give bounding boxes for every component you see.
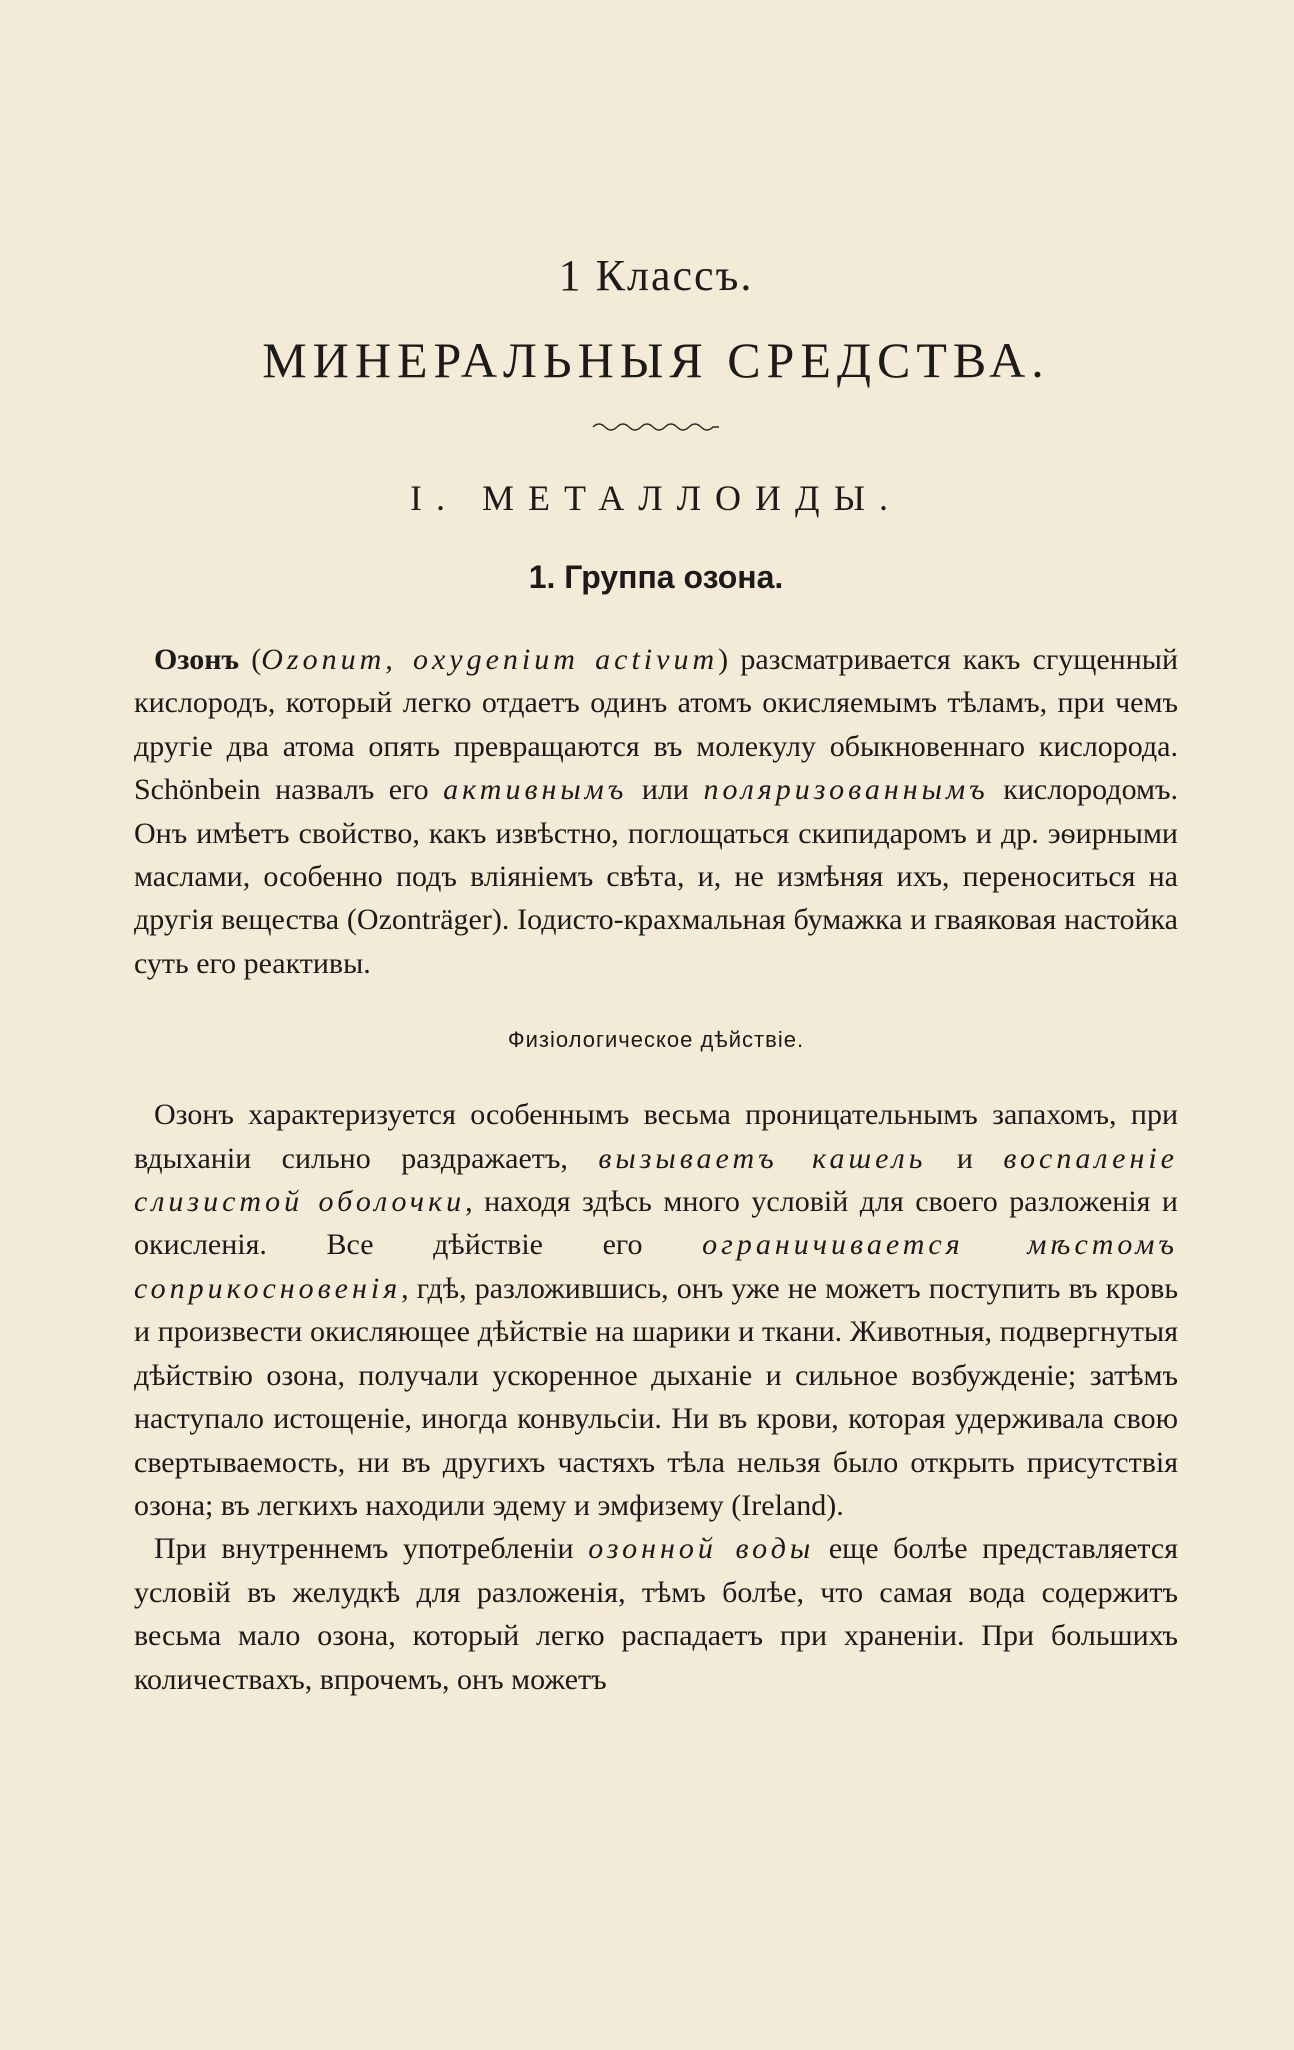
latin-name: Ozonum, oxygenium activum xyxy=(261,643,719,676)
paragraph-ozone-definition: Озонъ (Ozonum, oxygenium activum) разсматривается какъ сгущенный кислородъ, который легко отдаетъ одинъ атомъ окисляемымъ тѣламъ, при чемъ другіе два атома опять превращаются въ молекулу обыкновеннаго кислорода. Schönbein назвалъ его активнымъ или поляризованнымъ кислородомъ. Онъ имѣетъ свойство, какъ извѣстно, поглощаться скипидаромъ и др. эѳирными маслами, особенно подъ вліяніемъ свѣта, и, не измѣняя ихъ, переноситься на другія вещества (Ozonträger). Іодисто-крахмальная бумажка и гваяковая настойка суть его реактивы. xyxy=(134,643,1179,980)
section-title: I. МЕТАЛЛОИДЫ. xyxy=(410,478,902,518)
subhead-physiological-action: Физіологическое дѣйствіе. xyxy=(507,1027,805,1053)
paragraph-internal-use: При внутреннемъ употребленіи озонной воды еще болѣе представляется условій въ желудкѣ для разложенія, тѣмъ болѣе, что самая вода содержитъ весьма мало озона, который легко распадаетъ при храненіи. При большихъ количествахъ, впрочемъ, онъ можетъ xyxy=(134,1532,1178,1696)
paragraph-physiological-action: Озонъ характеризуется особеннымъ весьма проницательнымъ запахомъ, при вдыханіи сильно раздражаетъ, вызываетъ кашель и воспаленіе слизистой оболочки, находя здѣсь много условій для своего разложенія и окисленія. Все дѣйствіе его ограничивается мѣстомъ соприкосновенія, гдѣ, разложившись, онъ уже не можетъ поступить въ кровь и произвести окисляющее дѣйствіе на шарики и ткани. Животныя, подвергнутыя дѣйствію озона, получали ускоренное дыханіе и сильное возбужденіе; затѣмъ наступало истощеніе, иногда конвульсіи. Ни въ крови, которая удерживала свою свертываемость, ни въ другихъ частяхъ тѣла нельзя было открыть присутствія озона; въ легкихъ находили эдему и эмфизему (Ireland). xyxy=(134,1098,1178,1522)
ornament-divider-icon xyxy=(591,419,721,433)
group-title: 1. Группа озона. xyxy=(528,559,784,595)
term-ozone: Озонъ xyxy=(154,643,239,676)
class-heading: 1 Классъ. xyxy=(558,251,754,300)
main-title: МИНЕРАЛЬНЫЯ СРЕДСТВА. xyxy=(262,332,1050,388)
